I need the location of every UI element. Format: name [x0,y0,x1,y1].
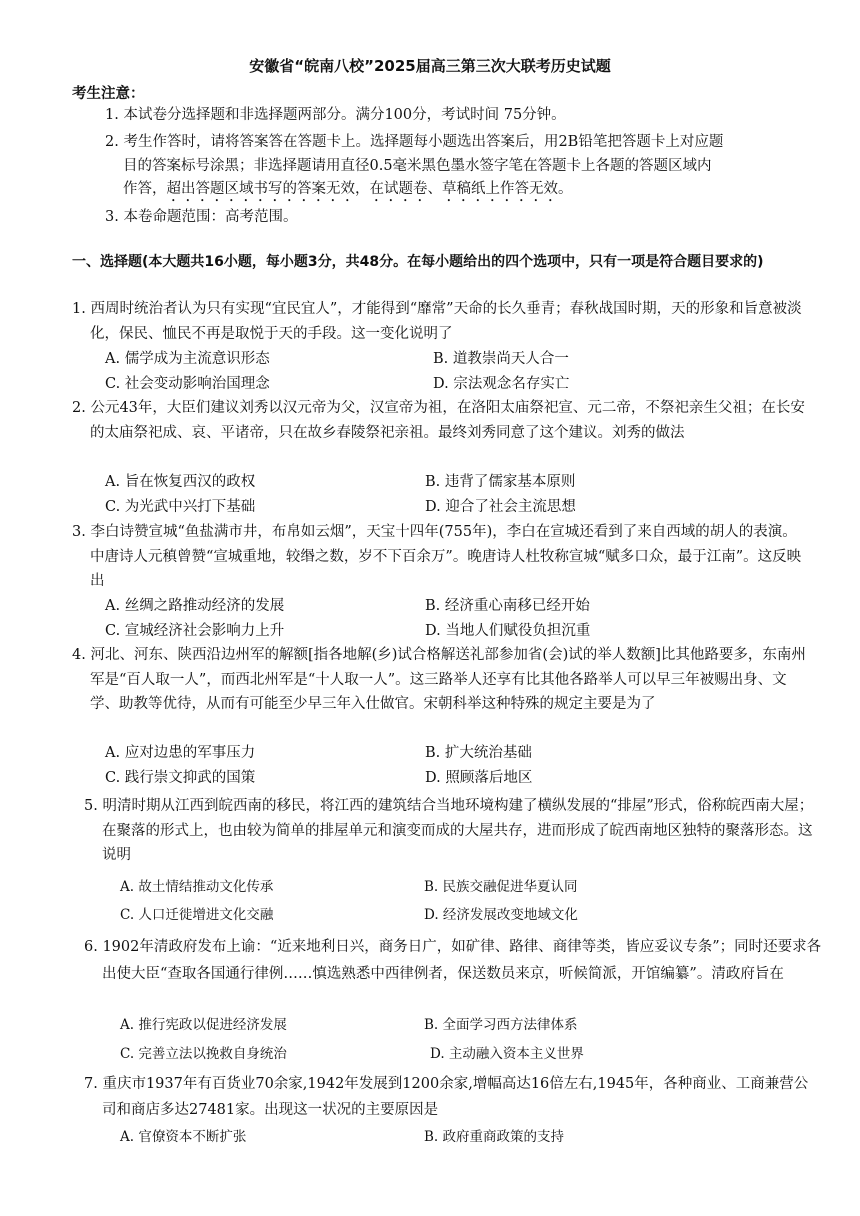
option-a[interactable]: A. 儒学成为主流意识形态 [105,351,270,367]
option-c[interactable]: C. 人口迁徙增进文化交融 [120,907,274,923]
notice-item-2-line-3 [123,177,813,205]
question-4-stem: 4. 河北、河东、陕西沿边州军的解额[指各地解(乡)试合格解送礼部参加省(会)试的举人数额]比其他路要多，东南州军是“百人取一人”，而西北州军是“十人取一人”。这三路举人还享有比其他各路举人可以早三年被赐出身、文学、助教等优待，从而有可能至少早三年入仕做官。宋朝科举这种特殊的规定主要是为了 [72,647,806,712]
option-c[interactable]: C. 宣城经济社会影响力上升 [105,623,285,639]
option-b[interactable]: B. 道教崇尚天人合一 [433,351,569,367]
question-6-stem: 6. 1902年清政府发布上谕：“近来地利日兴，商务日广，如矿律、路律、商律等类，皆应妥议专条”；同时还要求各出使大臣“查取各国通行律例……慎选熟悉中西律例者，保送数员来京，听候简派，开馆编纂”。清政府旨在 [84,939,822,982]
option-d[interactable]: D. 宗法观念名存实亡 [433,376,570,392]
notice-item-2-line-1: 2. 考生作答时，请将答案答在答题卡上。选择题每小题选出答案后，用2B铅笔把答题卡上对应题 [105,134,724,150]
exam-title: 安徽省“皖南八校”2025届高三第三次大联考历史试题 [249,57,611,75]
question-1-stem: 1. 西周时统治者认为只有实现“宜民宜人”，才能得到“靡常”天命的长久垂青；春秋战国时期，天的形象和旨意被淡化，保民、恤民不再是取悦于天的手段。这一变化说明了 [72,301,802,342]
notice-text: 。 [558,181,573,197]
option-c[interactable]: C. 社会变动影响治国理念 [105,376,270,392]
question-7-stem: 7. 重庆市1937年有百货业70余家,1942年发展到1200余家,增幅高达16倍左右,1945年，各种商业、工商兼营公司和商店多达27481家。出现这一状况的主要原因是 [84,1076,809,1118]
notice-text: 作答， [123,181,167,197]
option-a[interactable]: A. 旨在恢复西汉的政权 [105,474,256,490]
option-c[interactable]: C. 践行崇文抑武的国策 [105,770,256,786]
option-d[interactable]: D. 迎合了社会主流思想 [425,499,576,515]
notice-heading: 考生注意： [72,85,145,102]
option-a[interactable]: A. 官僚资本不断扩张 [120,1129,247,1145]
section-heading: 一、选择题(本大题共16小题，每小题3分，共48分。在每小题给出的四个选项中，只有一项是符合题目要求的) [72,254,764,270]
question-3-stem: 3. 李白诗赞宣城“鱼盐满市井，布帛如云烟”，天宝十四年(755年)，李白在宣城还看到了来自西域的胡人的表演。中唐诗人元稹曾赞“宣城重地，较缗之数，岁不下百余万”。晚唐诗人杜牧称宣城“赋多口众，最于江南”。这反映出 [72,524,802,589]
option-b[interactable]: B. 扩大统治基础 [425,745,532,761]
option-b[interactable]: B. 民族交融促进华夏认同 [424,879,578,895]
option-c[interactable]: C. 完善立法以挽救自身统治 [120,1046,287,1062]
option-c[interactable]: C. 为光武中兴打下基础 [105,499,256,515]
option-a[interactable]: A. 应对边患的军事压力 [105,745,256,761]
notice-item-1: 1. 本试卷分选择题和非选择题两部分。满分100分，考试时间 75分钟。 [105,107,566,123]
option-d[interactable]: D. 经济发展改变地域文化 [424,907,578,923]
question-5-stem: 5. 明清时期从江西到皖西南的移民，将江西的建筑结合当地环境构建了横纵发展的“排屋”形式，俗称皖西南大屋；在聚落的形式上，也由较为简单的排屋单元和演变而成的大屋共存，进而形成了皖西南地区独特的聚落形态。这说明 [84,798,814,863]
notice-item-2-line-2: 目的答案标号涂黑；非选择题请用直径0.5毫米黑色墨水签字笔在答题卡上各题的答题区域内 [123,158,712,174]
notice-item-3: 3. 本卷命题范围：高考范围。 [105,209,298,225]
option-a[interactable]: A. 推行宪政以促进经济发展 [120,1017,287,1033]
option-d[interactable]: D. 主动融入资本主义世界 [430,1046,584,1062]
option-a[interactable]: A. 丝绸之路推动经济的发展 [105,598,285,614]
question-2-stem: 2. 公元43年，大臣们建议刘秀以汉元帝为父，汉宣帝为祖，在洛阳太庙祭祀宣、元二帝，不祭祀亲生父祖；在长安的太庙祭祀成、哀、平诸帝，只在故乡春陵祭祀亲祖。最终刘秀同意了这个建议。刘秀的做法 [72,400,805,441]
option-d[interactable]: D. 照顾落后地区 [425,770,533,786]
option-b[interactable]: B. 全面学习西方法律体系 [424,1017,578,1033]
option-a[interactable]: A. 故土情结推动文化传承 [120,879,274,895]
option-b[interactable]: B. 经济重心南移已经开始 [425,598,590,614]
notice-emphasis-text: 超出答题区域书写的答案无效，在试题卷、草稿纸上作答无效 [166,181,558,197]
option-b[interactable]: B. 政府重商政策的支持 [424,1129,565,1145]
option-d[interactable]: D. 当地人们赋役负担沉重 [425,623,591,639]
option-b[interactable]: B. 违背了儒家基本原则 [425,474,576,490]
